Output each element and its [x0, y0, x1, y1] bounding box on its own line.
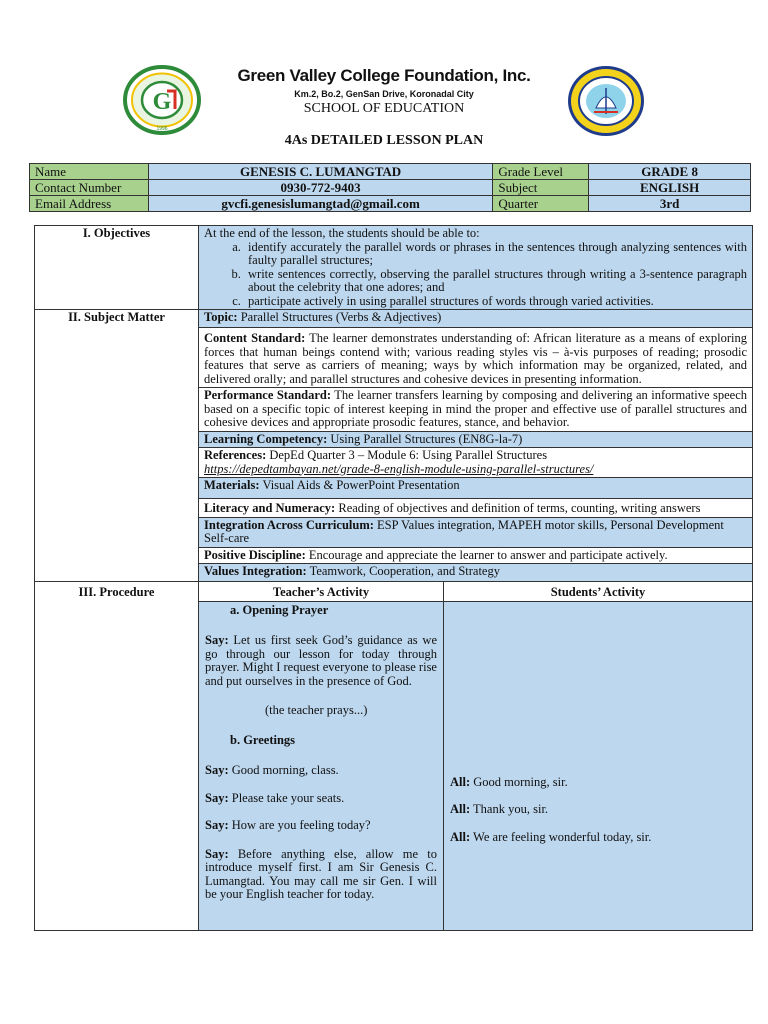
topic-row	[199, 310, 753, 328]
performance-standard-row	[199, 388, 753, 432]
references-row	[199, 448, 753, 478]
student-line-1	[450, 776, 746, 790]
content-standard-row	[199, 328, 753, 388]
name-value: GENESIS C. LUMANGTAD	[148, 164, 493, 180]
objectives-cell	[199, 226, 753, 310]
learning-competency-row	[199, 431, 753, 448]
teacher-line-3-text: How are you feeling today?	[231, 818, 371, 832]
say-label: Say:	[205, 818, 229, 832]
materials-text: Visual Aids & PowerPoint Presentation	[262, 478, 460, 492]
greetings-heading: b. Greetings	[230, 732, 296, 747]
integration-text: ESP Values integration, MAPEH motor skills, Personal Development Self-care	[204, 517, 724, 545]
student-line-2-text: Thank you, sir.	[473, 802, 549, 816]
grade-level-label: Grade Level	[493, 164, 589, 180]
say-label: Say:	[205, 633, 229, 647]
lesson-plan-title: 4As DETAILED LESSON PLAN	[284, 133, 484, 148]
references-text: DepEd Quarter 3 – Module 6: Using Parallel Structures	[269, 448, 548, 462]
grade-level-value: GRADE 8	[589, 164, 751, 180]
learning-competency-label: Learning Competency:	[204, 431, 328, 446]
say-label: Say:	[205, 790, 229, 805]
teacher-line-2	[205, 792, 437, 806]
name-label: Name	[30, 164, 149, 180]
prayer-statement	[205, 634, 437, 688]
all-label: All:	[450, 829, 471, 844]
teacher-line-2-text: Please take your seats.	[231, 790, 345, 805]
logo-year: 1996	[156, 126, 168, 132]
objectives-heading: I. Objectives	[35, 226, 199, 310]
topic-label: Topic:	[204, 310, 238, 324]
objective-item: a. identify accurately the parallel words or phrases in the sentences through analyzing sentences with faulty parallel structures;	[244, 241, 747, 268]
subject-value: ENGLISH	[589, 180, 751, 196]
prayer-text: Let us first seek God’s guidance as we go through our lesson for today through prayer. Might I request everyone to please rise and put ourselves in the presence of God.	[205, 633, 438, 688]
student-line-1-text: Good morning, sir.	[473, 774, 568, 789]
quarter-label: Quarter	[493, 196, 589, 212]
performance-standard-label: Performance Standard:	[204, 388, 332, 402]
positive-discipline-text: Encourage and appreciate the learner to answer and participate actively.	[308, 547, 668, 562]
teacher-line-4-text: Before anything else, allow me to introduce myself first. I am Sir Genesis C. Lumangtad. You may call me sir Gen. I will be your English teacher for today.	[205, 846, 438, 901]
performance-standard-text: The learner transfers learning by composing and delivering an informative speech based on a specific topic of interest keeping in mind the proper and effective use of parallel structures and cohesive devices and appropriate prosodic features, stance, and behavior.	[204, 388, 748, 429]
teacher-line-3	[205, 819, 437, 833]
teacher-info-table	[29, 163, 751, 212]
college-name: Green Valley College Foundation, Inc.	[237, 66, 531, 85]
learning-competency-text: Using Parallel Structures (EN8G-la-7)	[330, 431, 523, 446]
contact-number-value: 0930-772-9403	[148, 180, 493, 196]
procedure-heading-text: III. Procedure	[78, 585, 155, 599]
objectives-list	[204, 241, 747, 309]
references-label: References:	[204, 448, 267, 462]
values-integration-row	[199, 564, 753, 582]
literacy-text: Reading of objectives and definition of terms, counting, writing answers	[338, 501, 701, 515]
objectives-intro: At the end of the lesson, the students should be able to:	[204, 226, 480, 240]
integration-label: Integration Across Curriculum:	[204, 517, 374, 532]
content-standard-text: The learner demonstrates understanding of: African literature as a means of exploring forces that human beings contend with; various reading styles vis – à-vis purposes of reading; prosodic features that serve as carriers of meaning; ways by which information may be organized, related, and delivered orally; and parallel structures and cohesive devices in presenting information.	[204, 331, 748, 386]
student-line-2	[450, 803, 746, 817]
subject-matter-heading-text: II. Subject Matter	[68, 310, 165, 324]
subject-label: Subject	[493, 180, 589, 196]
students-activity-header: Students’ Activity	[444, 582, 753, 602]
students-activity-cell	[444, 601, 753, 930]
content-standard-label: Content Standard:	[204, 331, 306, 345]
say-label: Say:	[205, 763, 229, 777]
email-value: gvcfi.genesislumangtad@gmail.com	[148, 196, 493, 212]
teacher-line-1-text: Good morning, class.	[231, 763, 339, 777]
integration-row	[199, 517, 753, 547]
literacy-row	[199, 499, 753, 518]
all-label: All:	[450, 774, 471, 789]
teacher-line-1	[205, 764, 437, 778]
subject-matter-heading	[35, 310, 199, 582]
teacher-activity-cell	[199, 601, 444, 930]
procedure-heading	[35, 582, 199, 931]
contact-number-label: Contact Number	[30, 180, 149, 196]
teacher-prays-note: (the teacher prays...)	[265, 703, 368, 717]
all-label: All:	[450, 802, 471, 816]
student-line-3-text: We are feeling wonderful today, sir.	[473, 829, 652, 844]
literacy-label: Literacy and Numeracy:	[204, 501, 336, 515]
svg-text:G: G	[152, 89, 172, 115]
school-name: SCHOOL OF EDUCATION	[303, 101, 465, 116]
lesson-plan-table	[34, 225, 753, 931]
values-integration-label: Values Integration:	[204, 564, 307, 578]
positive-discipline-row	[199, 547, 753, 564]
materials-label: Materials:	[204, 478, 260, 492]
college-address: Km.2, Bo.2, GenSan Drive, Koronadal City	[294, 89, 474, 99]
objective-item: c. participate actively in using parallel structures of words through varied activities.	[244, 295, 747, 309]
materials-row	[199, 478, 753, 499]
opening-prayer-heading: a. Opening Prayer	[230, 602, 329, 617]
objective-item: b. write sentences correctly, observing the parallel structures through writing a 3-sentence paragraph about the celebrity that one adores; and	[244, 268, 747, 295]
teacher-activity-header: Teacher’s Activity	[199, 582, 444, 602]
email-label: Email Address	[30, 196, 149, 212]
teacher-line-4	[205, 848, 437, 902]
references-link[interactable]: https://depedtambayan.net/grade-8-english-module-using-parallel-structures/	[204, 461, 594, 476]
topic-value: Parallel Structures (Verbs & Adjectives)	[240, 310, 442, 324]
quarter-value: 3rd	[589, 196, 751, 212]
student-line-3	[450, 831, 746, 845]
positive-discipline-label: Positive Discipline:	[204, 547, 306, 562]
say-label: Say:	[205, 846, 229, 861]
values-integration-text: Teamwork, Cooperation, and Strategy	[309, 564, 500, 578]
